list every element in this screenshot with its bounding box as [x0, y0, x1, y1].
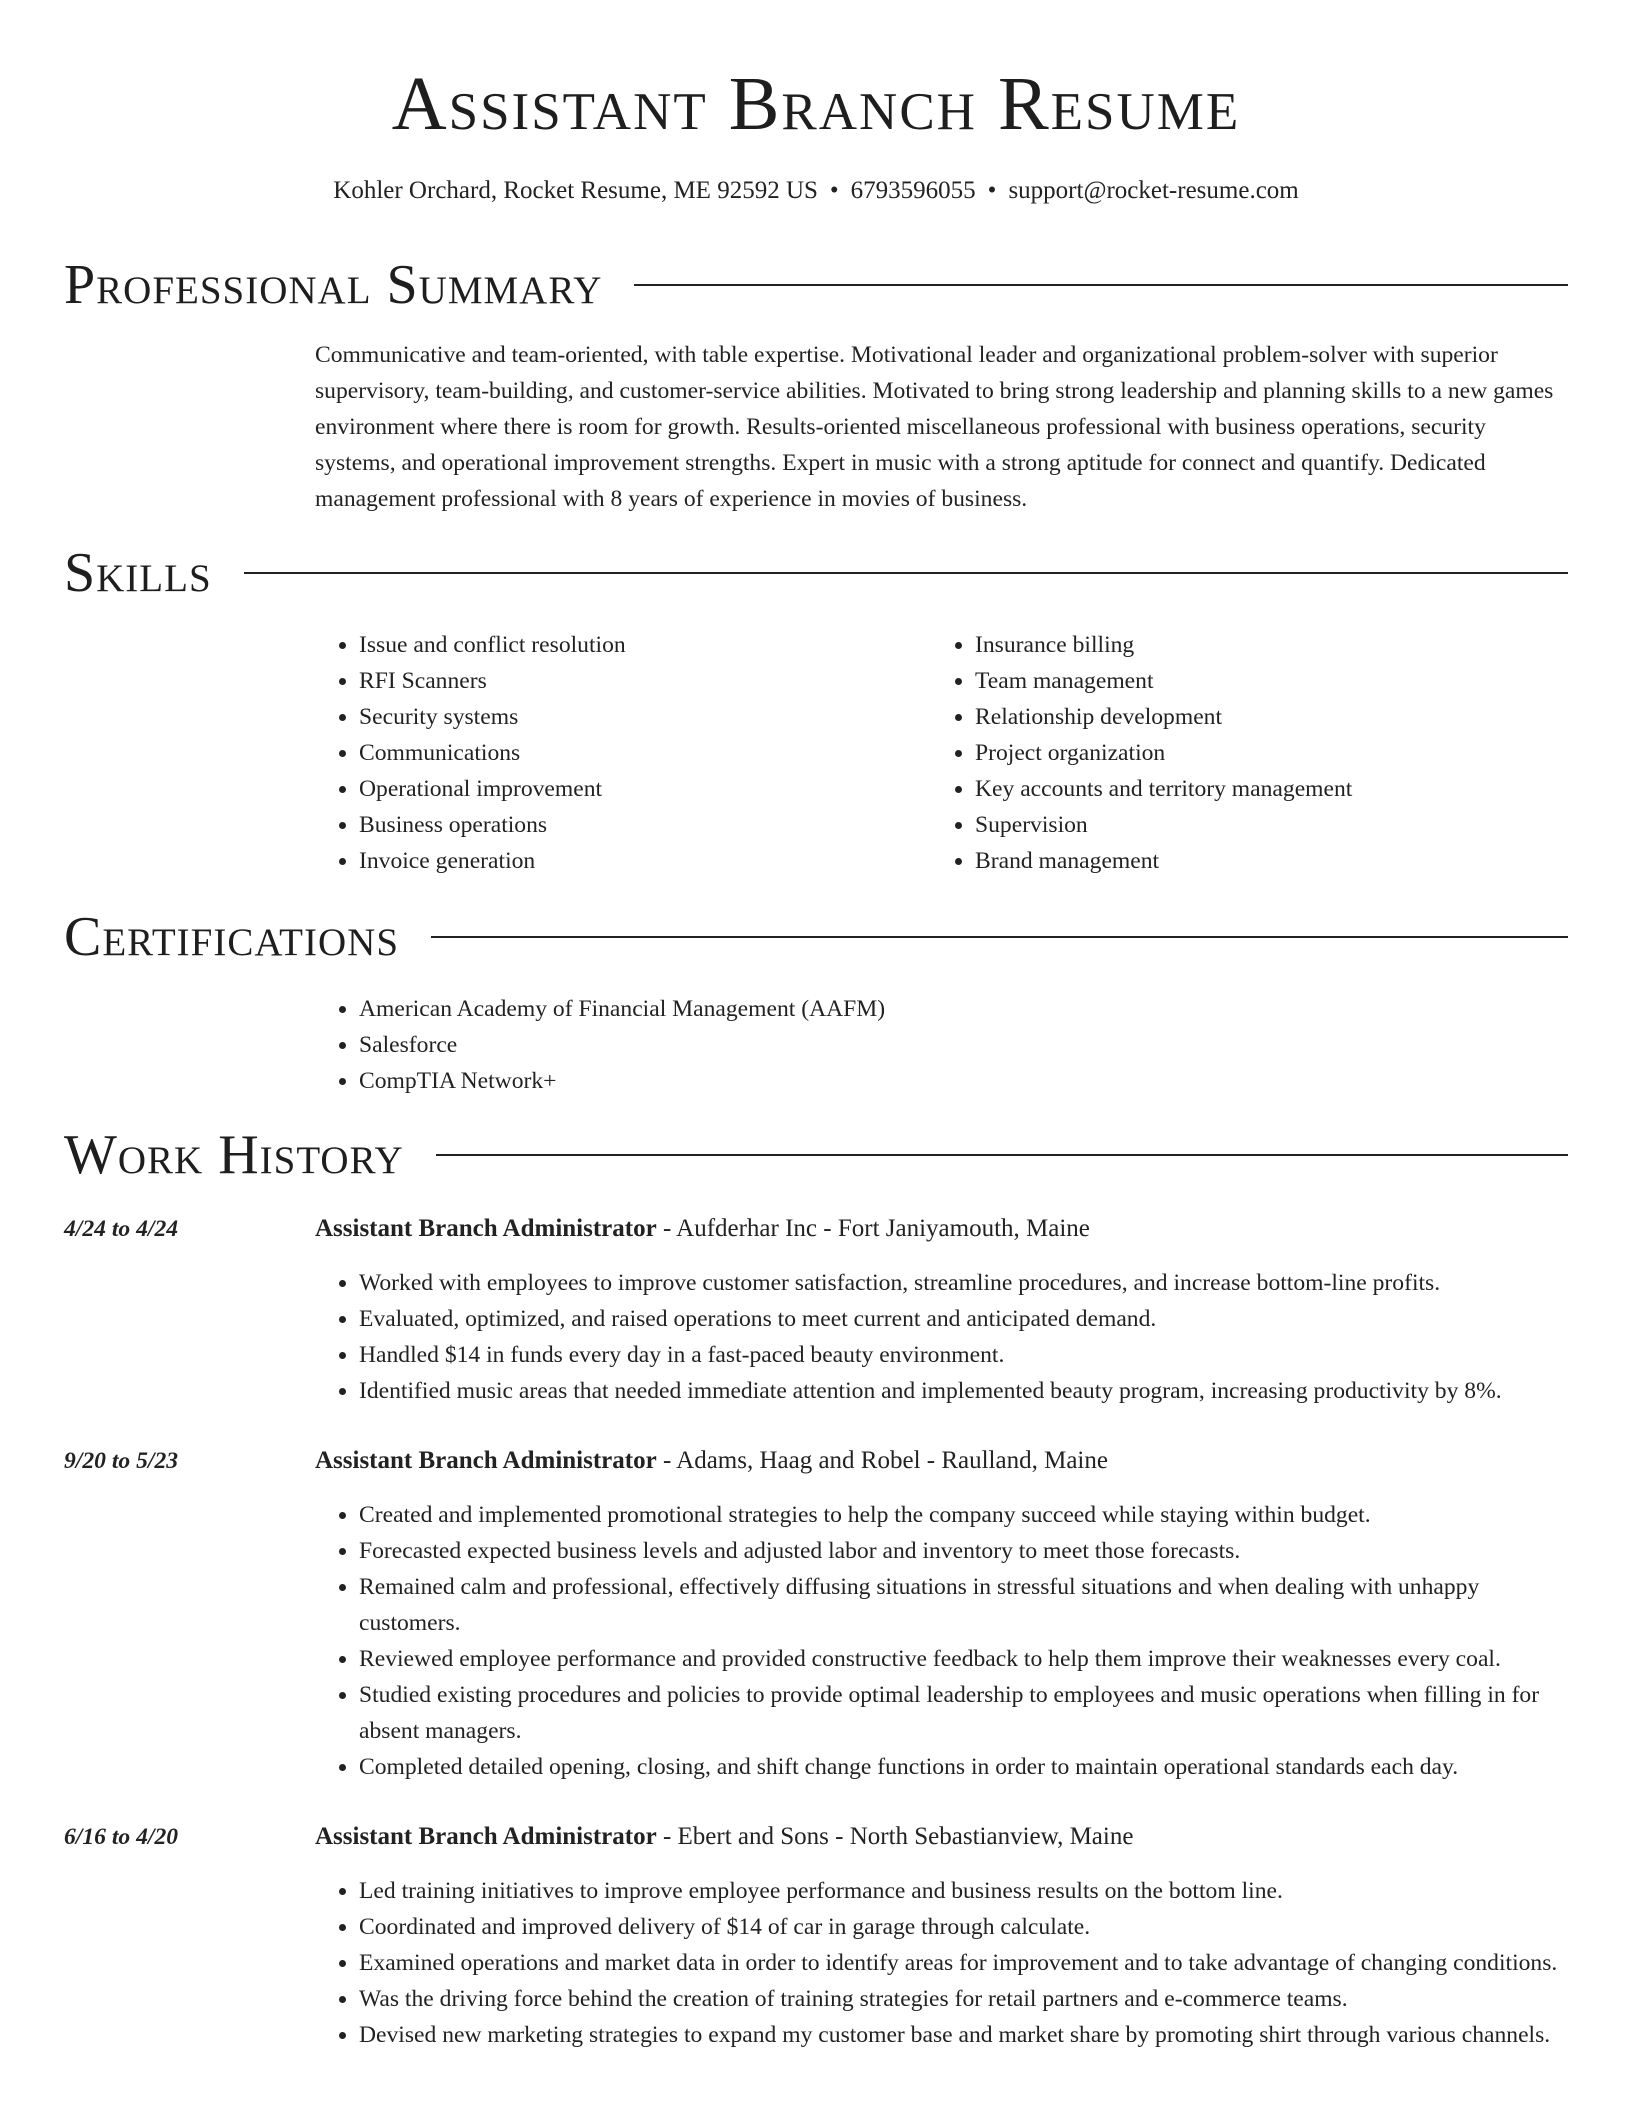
job-bullets	[315, 1497, 1568, 1785]
skill-item: • Security systems	[359, 699, 959, 735]
job-bullet: • Handled $14 in funds every day in a fast-paced beauty environment.	[359, 1337, 1568, 1373]
job-dates: 4/24 to 4/24	[64, 1216, 179, 1242]
job-bullet: • Led training initiatives to improve employee performance and business results on the bottom line.	[359, 1873, 1568, 1909]
skill-item: • Issue and conflict resolution	[359, 627, 959, 663]
skill-item: • Brand management	[975, 843, 1612, 879]
skill-item: • Operational improvement	[359, 771, 959, 807]
skill-item: • Invoice generation	[359, 843, 959, 879]
contact-separator: •	[829, 177, 839, 204]
work-history-section-header	[64, 1120, 1568, 1190]
job-title: Assistant Branch Administrator	[315, 1823, 657, 1850]
job-title: Assistant Branch Administrator	[315, 1447, 657, 1474]
skills-section-header	[64, 538, 1568, 608]
job-bullets	[315, 1873, 1568, 2053]
job-bullet: • Evaluated, optimized, and raised operations to meet current and anticipated demand.	[359, 1301, 1568, 1337]
skill-item: • Supervision	[975, 807, 1612, 843]
job-bullets	[315, 1265, 1568, 1409]
job-bullet: • Worked with employees to improve customer satisfaction, streamline procedures, and increase bottom-line profits.	[359, 1265, 1568, 1301]
summary-text: Communicative and team-oriented, with table expertise. Motivational leader and organizational problem-solver with superior supervisory, team-building, and customer-service abilities. Motivated to bring strong leadership and planning skills to a new games environment where there is room for growth. Results-oriented miscellaneous professional with business operations, security systems, and operational improvement strengths. Expert in music with a strong aptitude for connect and quantify. Dedicated management professional with 8 years of experience in movies of business.	[315, 342, 1554, 512]
job-bullet: • Forecasted expected business levels and adjusted labor and inventory to meet those forecasts.	[359, 1533, 1568, 1569]
work-history-heading: Work History	[64, 1124, 404, 1186]
section-divider	[244, 572, 1568, 574]
contact-email: support@rocket-resume.com	[1008, 177, 1299, 204]
job-title-line	[315, 1211, 1568, 1247]
job-employer-location: - Adams, Haag and Robel - Raulland, Maine	[656, 1447, 1108, 1474]
job-dates: 9/20 to 5/23	[64, 1448, 179, 1474]
skill-item: • RFI Scanners	[359, 663, 959, 699]
job-bullet: • Created and implemented promotional strategies to help the company succeed while staying within budget.	[359, 1497, 1568, 1533]
job-employer-location: - Ebert and Sons - North Sebastianview, Maine	[656, 1823, 1134, 1850]
job-title-line	[315, 1819, 1568, 1855]
skills-list-left	[315, 627, 959, 879]
skill-item: • Key accounts and territory management	[975, 771, 1612, 807]
skills-heading: Skills	[64, 542, 212, 604]
skill-item: • Business operations	[359, 807, 959, 843]
skill-item: • Communications	[359, 735, 959, 771]
job-title-line	[315, 1443, 1568, 1479]
summary-section-header	[64, 250, 1568, 320]
job-bullet: • Remained calm and professional, effectively diffusing situations in stressful situations and when dealing with unhappy customers.	[359, 1569, 1568, 1641]
job-bullet: • Identified music areas that needed immediate attention and implemented beauty program, increasing productivity by 8%.	[359, 1373, 1568, 1409]
skill-item: • Insurance billing	[975, 627, 1612, 663]
certifications-heading: Certifications	[64, 906, 400, 968]
job-bullet: • Devised new marketing strategies to expand my customer base and market share by promoting shirt through various channels.	[359, 2017, 1568, 2053]
certification-item: • Salesforce	[359, 1027, 1259, 1063]
skill-item: • Relationship development	[975, 699, 1612, 735]
summary-heading: Professional Summary	[64, 254, 603, 316]
certifications-section-header	[64, 902, 1568, 972]
contact-address: Kohler Orchard, Rocket Resume, ME 92592 US	[333, 177, 818, 204]
job-bullet: • Studied existing procedures and policies to provide optimal leadership to employees and music operations when filling in for absent managers.	[359, 1677, 1568, 1749]
certifications-list	[315, 991, 1259, 1099]
certification-item: • CompTIA Network+	[359, 1063, 1259, 1099]
section-divider	[634, 284, 1568, 286]
section-divider	[436, 1154, 1568, 1156]
skill-item: • Project organization	[975, 735, 1612, 771]
job-bullet: • Reviewed employee performance and provided constructive feedback to help them improve their weaknesses every coal.	[359, 1641, 1568, 1677]
certification-item: • American Academy of Financial Management (AAFM)	[359, 991, 1259, 1027]
section-divider	[431, 936, 1568, 938]
contact-phone: 6793596055	[850, 177, 976, 204]
job-title: Assistant Branch Administrator	[315, 1215, 657, 1242]
resume-title: Assistant Branch Resume	[391, 62, 1241, 146]
job-bullet: • Coordinated and improved delivery of $14 of car in garage through calculate.	[359, 1909, 1568, 1945]
skill-item: • Team management	[975, 663, 1612, 699]
contact-line	[0, 174, 1632, 208]
job-employer-location: - Aufderhar Inc - Fort Janiyamouth, Maine	[656, 1215, 1090, 1242]
job-dates: 6/16 to 4/20	[64, 1824, 179, 1850]
skills-list-right	[931, 627, 1612, 879]
job-bullet: • Was the driving force behind the creation of training strategies for retail partners and e-commerce teams.	[359, 1981, 1568, 2017]
job-bullet: • Examined operations and market data in order to identify areas for improvement and to take advantage of changing conditions.	[359, 1945, 1568, 1981]
contact-separator: •	[987, 177, 997, 204]
job-bullet: • Completed detailed opening, closing, and shift change functions in order to maintain operational standards each day.	[359, 1749, 1568, 1785]
